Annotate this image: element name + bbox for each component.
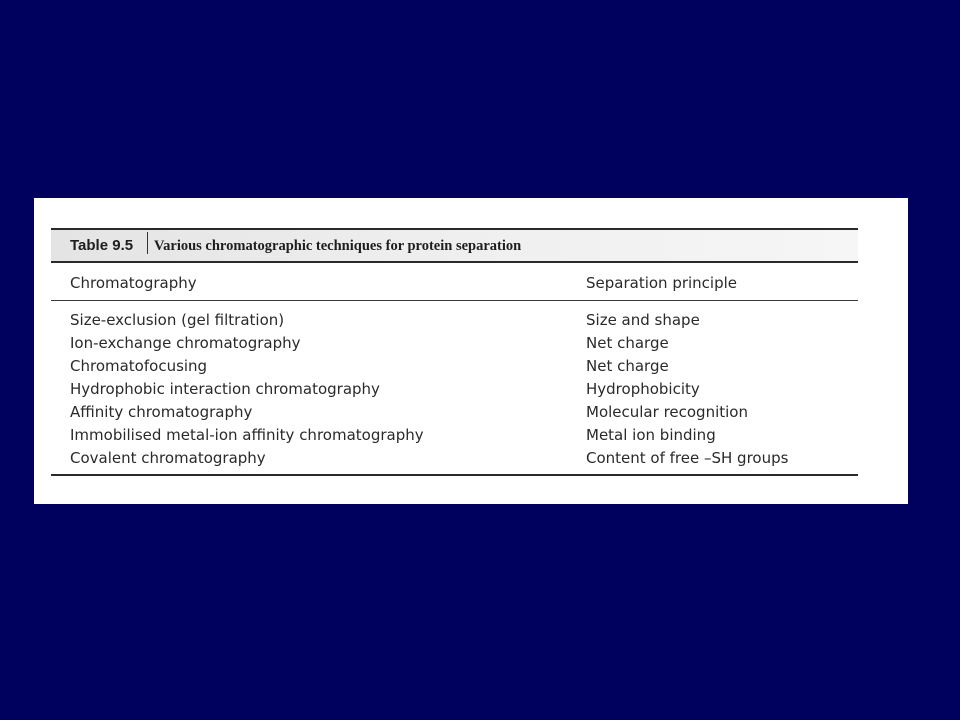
principle-cell: Net charge xyxy=(586,357,669,375)
technique-cell: Covalent chromatography xyxy=(70,449,266,467)
header-rule xyxy=(51,300,858,301)
caption-divider xyxy=(147,232,148,254)
table-title: Various chromatographic techniques for protein separation xyxy=(154,238,522,254)
principle-cell: Molecular recognition xyxy=(586,403,748,421)
table-caption-bar xyxy=(51,228,858,263)
table-row xyxy=(34,355,908,378)
column-header-chromatography: Chromatography xyxy=(70,274,197,292)
table-body xyxy=(34,309,908,470)
technique-cell: Ion-exchange chromatography xyxy=(70,334,301,352)
technique-cell: Size-exclusion (gel filtration) xyxy=(70,311,285,329)
technique-cell: Affinity chromatography xyxy=(70,403,253,421)
principle-cell: Net charge xyxy=(586,334,669,352)
table-row xyxy=(34,332,908,355)
table-row xyxy=(34,309,908,332)
table-bottom-rule xyxy=(51,474,858,476)
table-row xyxy=(34,378,908,401)
table-row xyxy=(34,401,908,424)
table-scan xyxy=(34,198,908,504)
table-label: Table 9.5 xyxy=(70,237,134,254)
technique-cell: Chromatofocusing xyxy=(70,357,208,375)
principle-cell: Content of free –SH groups xyxy=(586,449,789,467)
column-header-separation-principle: Separation principle xyxy=(586,274,738,292)
technique-cell: Hydrophobic interaction chromatography xyxy=(70,380,380,398)
table-row xyxy=(34,447,908,470)
technique-cell: Immobilised metal-ion affinity chromatography xyxy=(70,426,424,444)
principle-cell: Size and shape xyxy=(586,311,700,329)
principle-cell: Metal ion binding xyxy=(586,426,716,444)
table-row xyxy=(34,424,908,447)
principle-cell: Hydrophobicity xyxy=(586,380,700,398)
